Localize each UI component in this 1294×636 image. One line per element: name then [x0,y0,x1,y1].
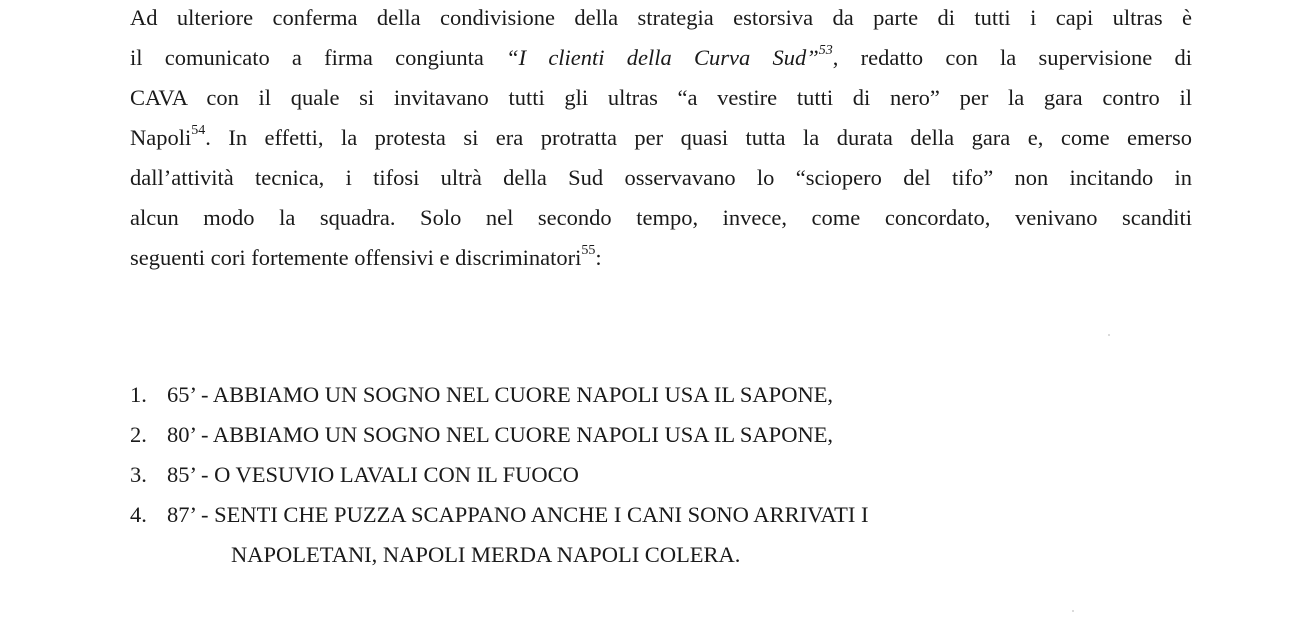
paragraph-line [130,78,1192,118]
paragraph-text: seguenti cori fortemente offensivi e discriminatori [130,245,582,270]
footnote-ref-55: 55 [581,242,596,258]
paragraph-text: CAVA con il quale si invitavano tutti gli ultras “a vestire tutti di nero” per la gara contro il [130,85,1192,110]
list-item [130,415,869,455]
chant-list [130,375,869,575]
paragraph-text: , redatto con la supervisione di [832,45,1192,70]
list-number: 4. [130,502,147,527]
list-number: 1. [130,382,147,407]
list-number: 2. [130,422,147,447]
list-item [130,455,869,495]
paragraph-text: Ad ulteriore conferma della condivisione della strategia estorsiva da parte di tutti i capi ultras è [130,5,1192,30]
footnote-ref-53: 53 [818,42,833,58]
list-item-text: 85’ - O VESUVIO LAVALI CON IL FUOCO [167,462,579,487]
list-item-text: 80’ - ABBIAMO UN SOGNO NEL CUORE NAPOLI USA IL SAPONE, [167,422,834,447]
quoted-title: “I clienti della Curva Sud” [506,45,819,70]
paragraph-text: . In effetti, la protesta si era protratta per quasi tutta la durata della gara e, come emerso [205,125,1192,150]
list-item [130,495,869,535]
paragraph-text: : [595,245,602,270]
list-item [130,375,869,415]
paragraph-text: alcun modo la squadra. Solo nel secondo tempo, invece, come concordato, venivano scanditi [130,205,1192,230]
scan-speck [1108,334,1110,336]
list-item-text: 65’ - ABBIAMO UN SOGNO NEL CUORE NAPOLI USA IL SAPONE, [167,382,834,407]
paragraph-text: il comunicato a firma congiunta [130,45,507,70]
list-item-text: NAPOLETANI, NAPOLI MERDA NAPOLI COLERA. [231,542,741,567]
paragraph-text: Napoli [130,125,192,150]
scan-speck [1072,610,1074,612]
list-item-text: 87’ - SENTI CHE PUZZA SCAPPANO ANCHE I CANI SONO ARRIVATI I [167,502,869,527]
paragraph-line [130,38,1192,78]
footnote-ref-54: 54 [191,122,206,138]
paragraph-text: dall’attività tecnica, i tifosi ultrà della Sud osservavano lo “sciopero del tifo” non incitando in [130,165,1192,190]
paragraph-line [130,0,1192,38]
paragraph-line [130,118,1192,158]
body-paragraph [130,0,1192,278]
paragraph-line [130,158,1192,198]
list-number: 3. [130,462,147,487]
list-item-continuation [130,535,869,575]
paragraph-line [130,198,1192,238]
paragraph-line [130,238,1192,278]
